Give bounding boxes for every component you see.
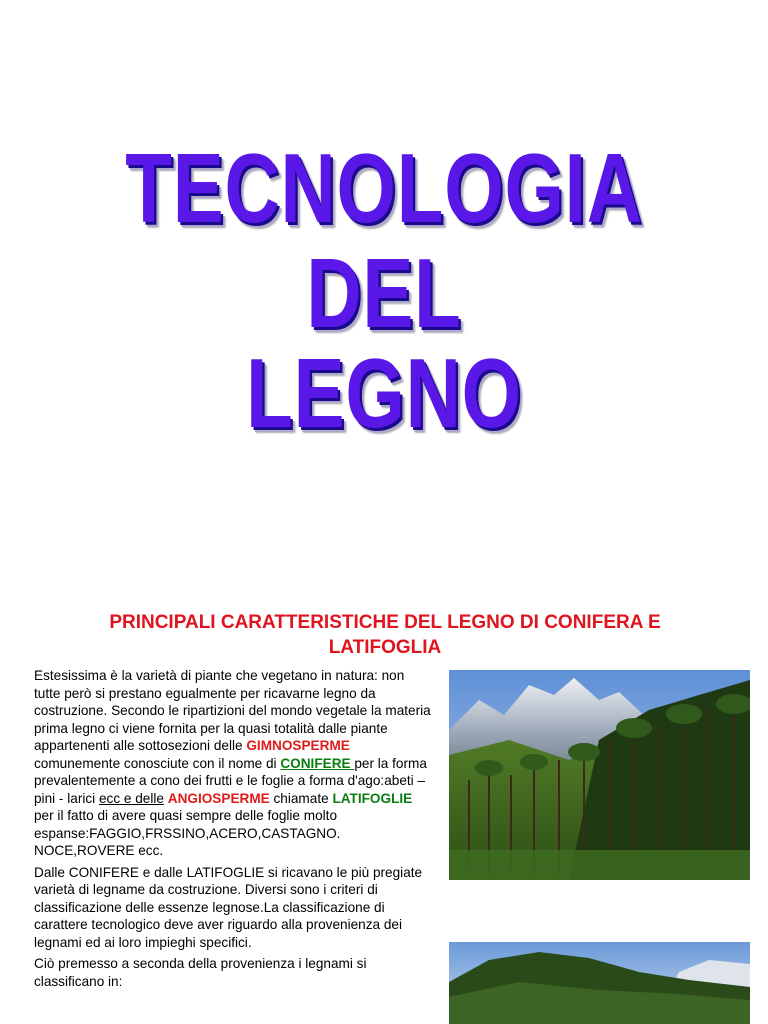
text-run: per la forma prevalentemente a cono dei frutti e le foglie a forma d'ago:abeti – pini - larici — [34, 755, 427, 806]
text-run-underlined: ecc e delle — [98, 790, 164, 806]
term-latifoglie: LATIFOGLIE — [332, 790, 413, 806]
term-conifere: CONIFERE — [280, 755, 355, 771]
title-line-3: LEGNO — [246, 338, 522, 448]
text-run: comunemente conosciute con il nome di — [34, 755, 281, 771]
paragraph-3: Ciò premesso a seconda della provenienza i legnami si classificano in: — [34, 956, 367, 989]
paragraph-1 — [34, 667, 434, 860]
term-angiosperme: ANGIOSPERME — [167, 790, 270, 806]
title-line-1: TECNOLOGIA — [125, 133, 643, 243]
term-gimnosperme: GIMNOSPERME — [246, 738, 350, 753]
text-run: chiamate — [269, 790, 333, 806]
section-heading-line-2: LATIFOGLIA — [328, 637, 442, 658]
body-text — [34, 667, 434, 994]
title-line-2: DEL — [306, 238, 462, 348]
text-run: per il fatto di avere quasi sempre delle foglie molto espanse:FAGGIO,FRSSINO,ACERO,CASTAGNO. NOCE,ROVERE ecc. — [34, 808, 341, 858]
text-run: Estesissima è la varietà di piante che vegetano in natura: non tutte però si prestano egualmente per ricavarne legno da costruzione. Secondo le ripartizioni del mondo vegetale la materia prima legno ci viene fornita per la quasi totalità dalle piante appartenenti alle sottosezioni delle — [34, 668, 431, 753]
paragraph-2: Dalle CONIFERE e dalle LATIFOGLIE si ricavano le più pregiate varietà di legname da costruzione. Diversi sono i criteri di classificazione delle essenze legnose.La classificazione di carattere tecnologico deve aver riguardo alla provenienza dei legnami ed ai loro impieghi specifici. — [34, 864, 423, 950]
section-heading — [40, 610, 730, 660]
photo-conifer-forest — [449, 670, 750, 880]
conifer-forest-image — [449, 670, 750, 880]
mountain-forest-image — [449, 942, 750, 1024]
photo-mountain-forest — [449, 942, 750, 1024]
section-heading-line-1: PRINCIPALI CARATTERISTICHE DEL LEGNO DI CONIFERA E — [109, 612, 661, 633]
